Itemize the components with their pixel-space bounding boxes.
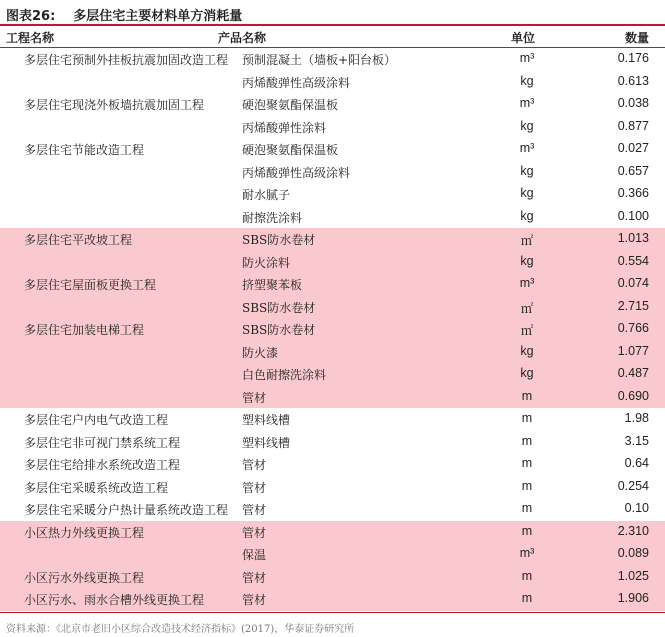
cell-project: 小区污水外线更换工程 [24, 570, 145, 585]
cell-product: SBS防水卷材 [242, 300, 316, 315]
cell-qty: 0.176 [617, 51, 649, 65]
cell-unit: m³ [519, 546, 535, 560]
cell-unit: m³ [519, 141, 535, 155]
cell-product: SBS防水卷材 [242, 323, 316, 337]
cell-unit: kg [520, 118, 534, 133]
table-row [0, 341, 665, 364]
cell-unit: m [521, 388, 533, 403]
table-row [0, 183, 665, 206]
table-row [0, 138, 665, 161]
figure-label: 图表26: [6, 9, 56, 24]
cell-product: 管材 [242, 503, 267, 517]
cell-project: 多层住宅预制外挂板抗震加固改造工程 [24, 53, 229, 67]
cell-unit: m [521, 433, 533, 448]
cell-project: 多层住宅现浇外板墙抗震加固工程 [24, 98, 205, 112]
table-row [0, 566, 665, 589]
cell-product: 丙烯酸弹性涂料 [242, 120, 327, 135]
cell-unit: m³ [519, 276, 535, 290]
cell-product: 塑料线槽 [242, 413, 291, 427]
cell-project: 多层住宅屋面板更换工程 [24, 278, 157, 292]
figure-title-text: 多层住宅主要材料单方消耗量 [73, 9, 243, 24]
cell-product: 管材 [242, 480, 267, 495]
cell-qty: 0.554 [617, 253, 649, 268]
table-row [0, 116, 665, 139]
cell-qty: 0.074 [617, 276, 649, 290]
cell-qty: 0.366 [617, 186, 649, 200]
cell-project: 多层住宅采暖系统改造工程 [24, 480, 169, 495]
table-row [0, 251, 665, 274]
cell-project: 多层住宅非可视门禁系统工程 [24, 435, 181, 450]
cell-product: 防火涂料 [242, 255, 291, 270]
cell-qty: 1.013 [617, 231, 649, 245]
cell-unit: m [521, 501, 533, 515]
cell-project: 多层住宅采暖分户热计量系统改造工程 [24, 503, 229, 517]
cell-unit: m³ [519, 51, 535, 65]
cell-qty: 0.613 [617, 73, 649, 88]
cell-unit: m [521, 568, 533, 583]
cell-qty: 1.025 [617, 568, 649, 583]
cell-product: 硬泡聚氨酯保温板 [242, 143, 339, 157]
header-unit: 单位 [510, 31, 535, 45]
header-qty: 数量 [624, 31, 649, 45]
cell-unit: kg [520, 253, 534, 268]
table-row [0, 476, 665, 499]
cell-product: 保温 [242, 548, 267, 562]
cell-unit: kg [520, 343, 534, 358]
cell-qty: 0.038 [617, 96, 649, 110]
cell-qty: 0.487 [617, 366, 649, 380]
cell-qty: 1.077 [617, 343, 649, 358]
cell-unit: kg [520, 163, 534, 178]
cell-project: 多层住宅平改坡工程 [24, 233, 133, 247]
bottom-rule [0, 612, 665, 613]
cell-product: 管材 [242, 458, 267, 472]
cell-project: 多层住宅户内电气改造工程 [24, 413, 169, 427]
cell-qty: 0.027 [617, 141, 649, 155]
cell-product: 管材 [242, 593, 267, 607]
cell-product: 白色耐擦洗涂料 [242, 368, 327, 382]
cell-unit: m [521, 523, 533, 538]
cell-qty: 0.690 [617, 388, 649, 403]
cell-project: 多层住宅加装电梯工程 [24, 323, 145, 337]
cell-qty: 0.100 [617, 208, 649, 223]
cell-qty: 1.906 [617, 591, 649, 605]
cell-project: 多层住宅节能改造工程 [24, 143, 145, 157]
cell-unit: kg [520, 186, 534, 200]
table-row [0, 318, 665, 341]
cell-unit: m³ [519, 96, 535, 110]
table-row [0, 161, 665, 184]
cell-product: 硬泡聚氨酯保温板 [242, 98, 339, 112]
source-note: 资料来源：《北京市老旧小区综合改造技术经济指标》(2017)，华泰证券研究所 [6, 624, 355, 635]
cell-qty: 0.254 [617, 478, 649, 493]
table-row [0, 498, 665, 521]
cell-qty: 0.766 [617, 321, 649, 335]
table-row [0, 386, 665, 409]
cell-product: 丙烯酸弹性高级涂料 [242, 165, 351, 180]
table-row [0, 206, 665, 229]
table-row [0, 431, 665, 454]
cell-unit: m [521, 411, 533, 425]
cell-product: 管材 [242, 390, 267, 405]
cell-qty: 0.64 [624, 456, 649, 470]
cell-product: 预制混凝土（墙板+阳台板） [242, 53, 397, 67]
cell-product: 耐擦洗涂料 [242, 210, 303, 225]
cell-qty: 0.089 [617, 546, 649, 560]
cell-qty: 3.15 [624, 433, 649, 448]
figure-title [6, 5, 242, 24]
table-row [0, 363, 665, 386]
cell-qty: 0.10 [624, 501, 649, 515]
table-row [0, 296, 665, 319]
cell-product: SBS防水卷材 [242, 233, 316, 247]
cell-unit: kg [520, 73, 534, 88]
cell-product: 塑料线槽 [242, 435, 291, 450]
table-row [0, 228, 665, 251]
cell-qty: 0.657 [617, 163, 649, 178]
cell-product: 耐水腻子 [242, 188, 291, 202]
cell-product: 防火漆 [242, 345, 279, 360]
table-row [0, 408, 665, 431]
cell-qty: 1.98 [624, 411, 649, 425]
cell-unit: m [521, 591, 533, 605]
cell-unit: kg [520, 366, 534, 380]
cell-unit: kg [520, 208, 534, 223]
table-row [0, 453, 665, 476]
table-row [0, 273, 665, 296]
table-row [0, 588, 665, 611]
table-row [0, 521, 665, 544]
header-project: 工程名称 [6, 31, 55, 45]
cell-unit: m [521, 478, 533, 493]
cell-product: 管材 [242, 570, 267, 585]
table-row [0, 48, 665, 71]
cell-project: 小区污水、雨水合槽外线更换工程 [24, 593, 205, 607]
top-rule [0, 24, 665, 26]
cell-qty: 2.310 [617, 523, 649, 538]
cell-unit: ㎡ [520, 301, 534, 316]
cell-project: 小区热力外线更换工程 [24, 525, 145, 540]
cell-unit: ㎡ [520, 324, 534, 338]
table-row [0, 93, 665, 116]
cell-unit: m [521, 456, 533, 470]
table-header [0, 27, 665, 48]
cell-product: 管材 [242, 525, 267, 540]
materials-table [0, 48, 665, 611]
cell-unit: ㎡ [520, 234, 534, 248]
cell-product: 丙烯酸弹性高级涂料 [242, 75, 351, 90]
cell-qty: 2.715 [617, 298, 649, 313]
table-row [0, 71, 665, 94]
header-product: 产品名称 [218, 31, 267, 45]
cell-project: 多层住宅给排水系统改造工程 [24, 458, 181, 472]
table-row [0, 543, 665, 566]
cell-product: 挤塑聚苯板 [242, 278, 303, 292]
cell-qty: 0.877 [617, 118, 649, 133]
